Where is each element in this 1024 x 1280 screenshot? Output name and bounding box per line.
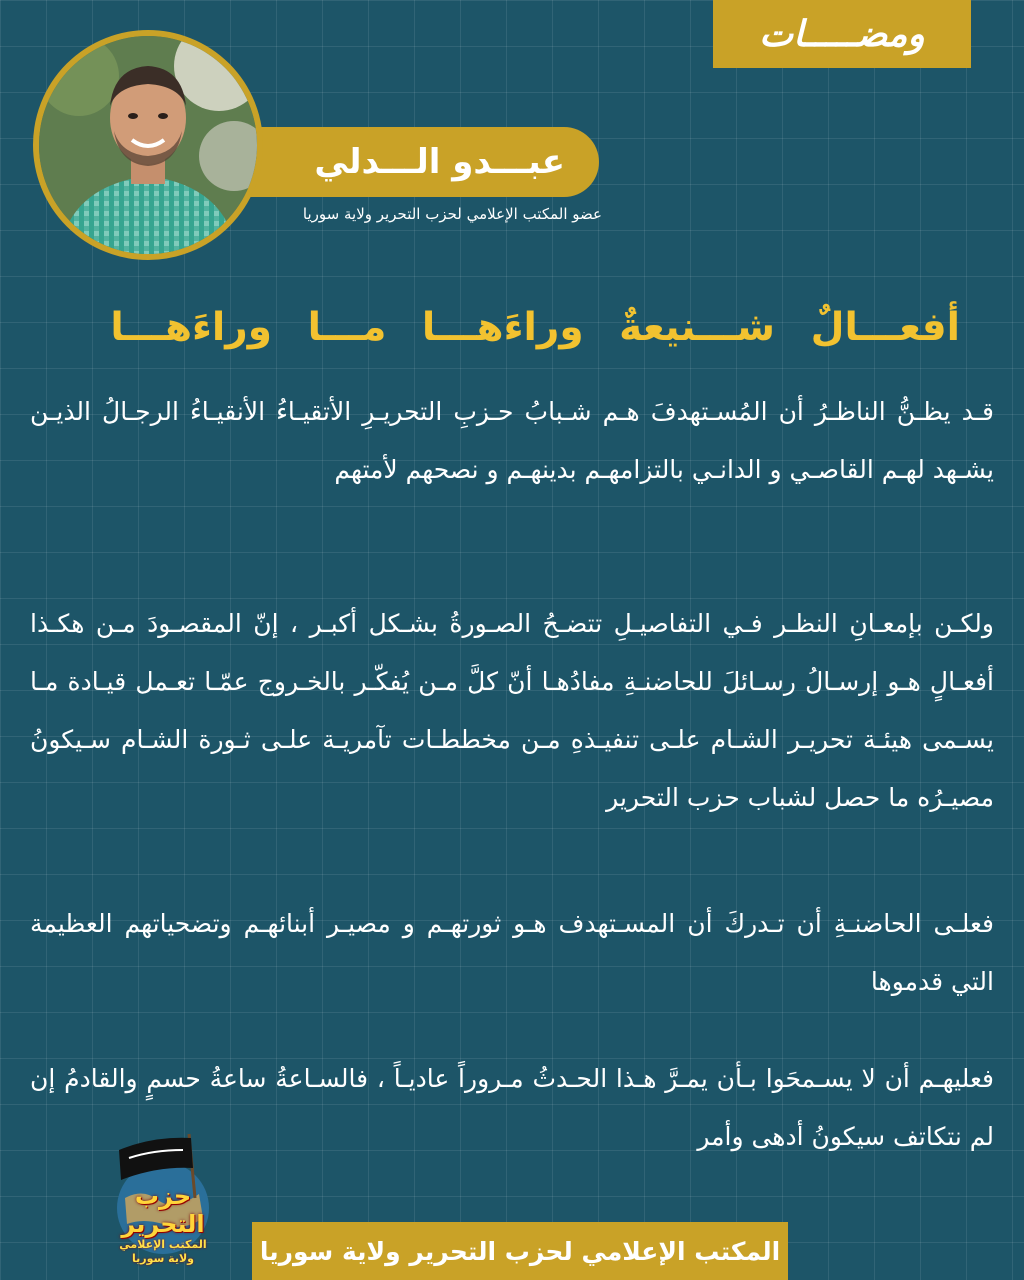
author-portrait-image: [39, 36, 257, 254]
author-avatar: [33, 30, 263, 260]
article-paragraph-4: فعليهـم أن لا يسـمحَوا بـأن يمـرَّ هـذا الحـدثُ مـروراً عاديـاً ، فالسـاعةُ ساعةُ حسمٍ والقادمُ إن لم نتكاتف سيكونُ أدهى وأمر: [30, 1064, 994, 1151]
logo-subtitle-1: المكتب الإعلامي: [119, 1238, 207, 1251]
article-paragraph-2: ولكـن بإمعـانِ النظـر فـي التفاصيـلِ تتضـحُ الصـورةُ بشـكل أكبـر ، إنّ المقصـودَ مـن هكـذا أفعـالٍ هـو إرسـالُ رسـائلَ للحاضنـةِ مفادُهـا أنّ كلَّ مـن يُفكّـر بالخـروج عمّـا تعـمل قيـادة مـا يسـمى هيئـة تحريـر الشـام علـى تنفيـذهِ مـن مخططـات تآمريـة علـى ثـورة الشـام سـيكونُ مصيـرُه ما حصل لشباب حزب التحرير: [30, 609, 994, 812]
section-tag: [713, 0, 971, 68]
author-role: عضو المكتب الإعلامي لحزب التحرير ولاية سوريا: [302, 205, 602, 223]
logo-subtitle-2: ولاية سوريا: [132, 1252, 194, 1265]
logo-title: حزب التحرير: [121, 1182, 205, 1238]
article-title: أفعـــالٌ شـــنيعةٌ وراءَهـــا مـــا وراءَهـــا: [110, 305, 960, 350]
footer-text: المكتب الإعلامي لحزب التحرير ولاية سوريا: [259, 1236, 781, 1266]
article-paragraph-1: قـد يظـنُّ الناظـرُ أن المُسـتهدفَ هـم شـبابُ حـزبِ التحريـرِ الأتقيـاءُ الأنقيـاءُ الرجـالُ الذيـن يشـهد لهـم القاصـي و الدانـي بالتزامهـم بدينهـم و نصحهم لأمتهم: [30, 397, 994, 484]
section-tag-label: ومضـــــات: [759, 13, 925, 55]
party-logo: [103, 1128, 223, 1265]
author-name: عبـــدو الـــدلي: [314, 142, 565, 182]
footer-banner: [252, 1222, 788, 1280]
article-paragraph-3: فعلـى الحاضنـةِ أن تـدركَ أن المسـتهدف هـو ثورتهـم و مصيـر أبنائهـم وتضحياتهم العظيمة التي قدموها: [30, 909, 994, 996]
